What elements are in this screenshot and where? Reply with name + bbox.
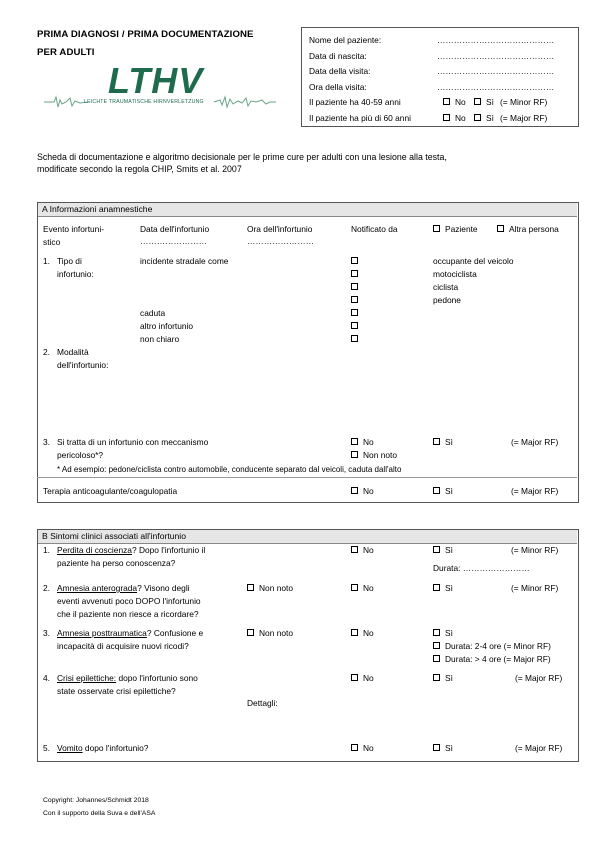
other-opt-2-label: non chiaro: [140, 334, 180, 344]
checkbox-icon[interactable]: [351, 335, 358, 342]
checkbox-icon[interactable]: [433, 629, 440, 636]
col-time-label: Ora dell'infortunio: [247, 224, 313, 234]
b3-si-option[interactable]: Sì: [433, 628, 453, 638]
title-line2: PER ADULTI: [37, 47, 95, 58]
title-line1: PRIMA DIAGNOSI / PRIMA DOCUMENTAZIONE: [37, 29, 254, 40]
lthv-logo: [44, 60, 276, 116]
b5-number: 5.: [43, 743, 50, 753]
b3-duration-major-option[interactable]: Durata: > 4 ore (= Major RF): [433, 654, 551, 664]
birth-date-field[interactable]: ……………………………………: [437, 51, 555, 61]
b4-question-2: state osservate crisi epilettiche?: [57, 686, 176, 696]
b5-question: Vomito dopo l'infortunio?: [57, 743, 149, 753]
q2-label-2: dell'infortunio:: [57, 360, 109, 370]
checkbox-icon[interactable]: [433, 225, 440, 232]
q3-number: 3.: [43, 437, 50, 447]
q1-number: 1.: [43, 256, 50, 266]
other-opt-0-checkbox[interactable]: [351, 308, 363, 318]
b4-si-option[interactable]: Sì: [433, 673, 453, 683]
other-opt-0-label: caduta: [140, 308, 166, 318]
patient-name-label: Nome del paziente:: [309, 35, 382, 45]
b2-question-2: eventi avvenuti poco DOPO l'infortunio: [57, 596, 201, 606]
other-opt-2-checkbox[interactable]: [351, 334, 363, 344]
checkbox-icon[interactable]: [351, 438, 358, 445]
age-60-si[interactable]: Sì: [474, 113, 494, 123]
b5-si-option[interactable]: Sì: [433, 743, 453, 753]
intro-line1: Scheda di documentazione e algoritmo decisionale per le prime cure per adulti con una lesione alla testa,: [37, 152, 447, 162]
age-40-59-risk: (= Minor RF): [500, 97, 548, 107]
b2-si-option[interactable]: Sì: [433, 583, 453, 593]
notified-other-option[interactable]: Altra persona: [497, 224, 559, 234]
q3-risk: (= Major RF): [511, 437, 559, 447]
checkbox-icon[interactable]: [433, 655, 440, 662]
checkbox-icon[interactable]: [433, 744, 440, 751]
b1-question: Perdita di coscienza? Dopo l'infortunio il: [57, 545, 206, 555]
b2-question: Amnesia anterograda? Visono degli: [57, 583, 190, 593]
b1-si-option[interactable]: Sì: [433, 545, 453, 555]
b5-no-option[interactable]: No: [351, 743, 374, 753]
checkbox-icon[interactable]: [433, 674, 440, 681]
other-opt-1-checkbox[interactable]: [351, 321, 363, 331]
checkbox-icon[interactable]: [351, 296, 358, 303]
col-date-label: Data dell'infortunio: [140, 224, 210, 234]
road-opt-1-checkbox[interactable]: [351, 269, 363, 279]
accident-mode-field[interactable]: [140, 347, 560, 427]
b4-details-label: Dettagli:: [247, 698, 278, 708]
logo-text: LTHV: [108, 60, 204, 101]
q3-no-option[interactable]: No: [351, 437, 374, 447]
b2-nonnoto-option[interactable]: Non noto: [247, 583, 293, 593]
section-b-heading: B Sintomi clinici associati all'infortunio: [38, 530, 577, 544]
road-opt-3-label: pedone: [433, 295, 461, 305]
intro-line2: modificate secondo la regola CHIP, Smits et al. 2007: [37, 164, 242, 174]
birth-date-label: Data di nascita:: [309, 51, 367, 61]
checkbox-icon[interactable]: [351, 584, 358, 591]
b3-question: Amnesia posttraumatica? Confusione e: [57, 628, 204, 638]
checkbox-icon[interactable]: [474, 114, 481, 121]
col-event-label-2: stico: [43, 237, 61, 247]
road-opt-3-checkbox[interactable]: [351, 295, 363, 305]
anticoag-si-option[interactable]: Sì: [433, 486, 453, 496]
age-60-label: Il paziente ha più di 60 anni: [309, 113, 411, 123]
footer-support: Con il supporto della Suva e dell'ASA: [43, 810, 156, 817]
logo-subtitle: LEICHTE TRAUMATISCHE HIRNVERLETZUNG: [84, 99, 204, 105]
accident-date-field[interactable]: ……………………: [140, 236, 207, 246]
b4-question: Crisi epilettiche: dopo l'infortunio sono: [57, 673, 198, 683]
b4-no-option[interactable]: No: [351, 673, 374, 683]
b4-risk: (= Major RF): [515, 673, 563, 683]
b1-duration-field[interactable]: Durata: ……………………: [433, 563, 530, 573]
checkbox-icon[interactable]: [497, 225, 504, 232]
col-event-label: Evento infortuni-: [43, 224, 104, 234]
b2-number: 2.: [43, 583, 50, 593]
age-60-no[interactable]: No: [443, 113, 466, 123]
q3-footnote: * Ad esempio: pedone/ciclista contro automobile, conducente separato dal veicoli, caduta dall'alto: [57, 465, 402, 474]
b1-no-option[interactable]: No: [351, 545, 374, 555]
checkbox-icon[interactable]: [474, 98, 481, 105]
q2-number: 2.: [43, 347, 50, 357]
visit-time-field[interactable]: ……………………………………: [437, 82, 555, 92]
q3-nonnoto-option[interactable]: Non noto: [351, 450, 397, 460]
checkbox-icon[interactable]: [351, 283, 358, 290]
checkbox-icon[interactable]: [351, 546, 358, 553]
road-opt-0-checkbox[interactable]: [351, 256, 363, 266]
anticoag-no-option[interactable]: No: [351, 486, 374, 496]
checkbox-icon[interactable]: [247, 584, 254, 591]
checkbox-icon[interactable]: [443, 114, 450, 121]
checkbox-icon[interactable]: [351, 744, 358, 751]
q3-si-option[interactable]: Sì: [433, 437, 453, 447]
checkbox-icon[interactable]: [351, 322, 358, 329]
checkbox-icon[interactable]: [433, 584, 440, 591]
checkbox-icon[interactable]: [433, 487, 440, 494]
checkbox-icon[interactable]: [247, 629, 254, 636]
b2-question-3: che il paziente non riesce a ricordare?: [57, 609, 199, 619]
visit-time-label: Ora della visita:: [309, 82, 367, 92]
checkbox-icon[interactable]: [351, 309, 358, 316]
section-a-heading: A Informazioni anamnestiche: [38, 203, 577, 217]
checkbox-icon[interactable]: [351, 270, 358, 277]
accident-time-field[interactable]: ……………………: [247, 236, 314, 246]
q1-label: Tipo di: [57, 256, 82, 266]
b1-risk: (= Minor RF): [511, 545, 559, 555]
b3-question-2: incapacità di acquisire nuovi ricodi?: [57, 641, 189, 651]
b3-number: 3.: [43, 628, 50, 638]
q2-label: Modalità: [57, 347, 89, 357]
q3-label-2: pericoloso*?: [57, 450, 104, 460]
age-40-59-si[interactable]: Sì: [474, 97, 494, 107]
b2-no-option[interactable]: No: [351, 583, 374, 593]
divider: [37, 477, 577, 478]
road-accident-label: incidente stradale come: [140, 256, 229, 266]
checkbox-icon[interactable]: [433, 438, 440, 445]
road-opt-2-checkbox[interactable]: [351, 282, 363, 292]
checkbox-icon[interactable]: [351, 487, 358, 494]
age-60-risk: (= Major RF): [500, 113, 548, 123]
b3-duration-minor-option[interactable]: Durata: 2-4 ore (= Minor RF): [433, 641, 551, 651]
b1-number: 1.: [43, 545, 50, 555]
patient-name-field[interactable]: ……………………………………: [437, 35, 555, 45]
footer-copyright: Copyright: Johannes/Schmidt 2018: [43, 797, 149, 804]
road-opt-0-label: occupante del veicolo: [433, 256, 514, 266]
checkbox-icon[interactable]: [351, 257, 358, 264]
col-notified-label: Notificato da: [351, 224, 398, 234]
b3-no-option[interactable]: No: [351, 628, 374, 638]
b2-risk: (= Minor RF): [511, 583, 559, 593]
q3-label: Si tratta di un infortunio con meccanismo: [57, 437, 209, 447]
visit-date-field[interactable]: ……………………………………: [437, 66, 555, 76]
checkbox-icon[interactable]: [433, 642, 440, 649]
notified-patient-option[interactable]: Paziente: [433, 224, 478, 234]
checkbox-icon[interactable]: [433, 546, 440, 553]
checkbox-icon[interactable]: [443, 98, 450, 105]
age-40-59-no[interactable]: No: [443, 97, 466, 107]
b5-risk: (= Major RF): [515, 743, 563, 753]
age-40-59-label: Il paziente ha 40-59 anni: [309, 97, 401, 107]
road-opt-1-label: motociclista: [433, 269, 477, 279]
b4-details-field[interactable]: [285, 696, 565, 726]
b1-question-2: paziente ha perso conoscenza?: [57, 558, 176, 568]
checkbox-icon[interactable]: [351, 629, 358, 636]
anticoag-label: Terapia anticoagulante/coagulopatia: [43, 486, 178, 496]
b3-nonnoto-option[interactable]: Non noto: [247, 628, 293, 638]
other-opt-1-label: altro infortunio: [140, 321, 194, 331]
checkbox-icon[interactable]: [351, 451, 358, 458]
b4-number: 4.: [43, 673, 50, 683]
q1-label-2: infortunio:: [57, 269, 94, 279]
road-opt-2-label: ciclista: [433, 282, 459, 292]
anticoag-risk: (= Major RF): [511, 486, 559, 496]
visit-date-label: Data della visita:: [309, 66, 371, 76]
checkbox-icon[interactable]: [351, 674, 358, 681]
